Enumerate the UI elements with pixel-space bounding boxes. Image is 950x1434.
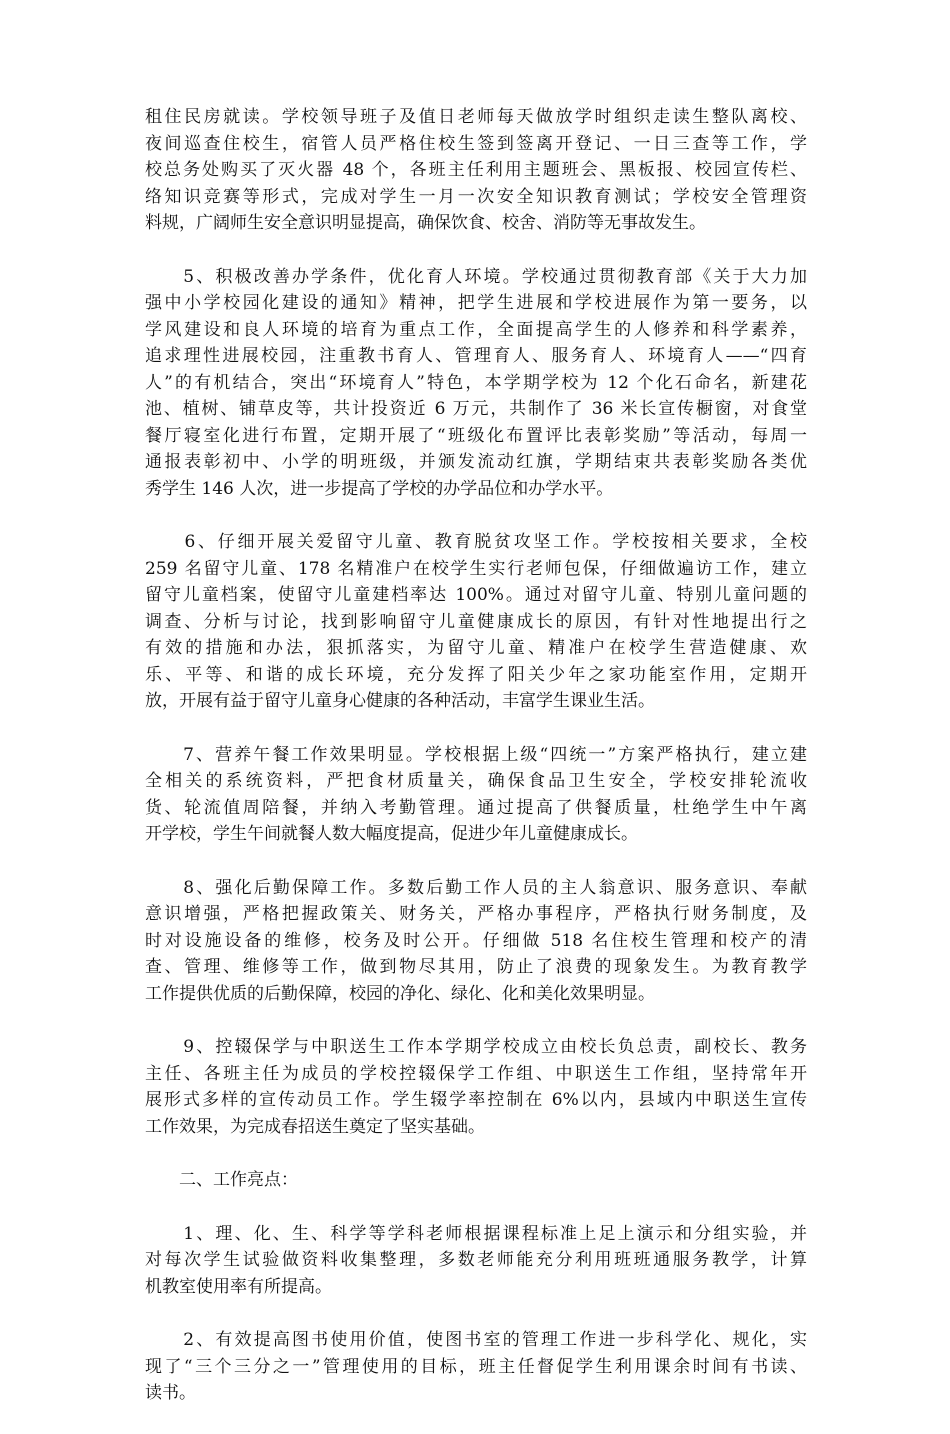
text-line: 租住民房就读。学校领导班子及值日老师每天做放学时组织走读生整队离校、 bbox=[145, 107, 807, 127]
text-line: 8、强化后勤保障工作。多数后勤工作人员的主人翁意识、服务意识、奉献 bbox=[145, 877, 807, 898]
text-line: 强中小学校园化建设的通知》精神，把学生进展和学校进展作为第一要务，以 bbox=[145, 293, 807, 313]
text-line: 机教室使用率有所提高。 bbox=[145, 1276, 332, 1297]
text-line: 9、控辍保学与中职送生工作本学期学校成立由校长负总责，副校长、教务 bbox=[145, 1037, 807, 1057]
paragraph-p0 bbox=[145, 104, 807, 237]
paragraph-p9 bbox=[145, 1034, 807, 1140]
paragraph-h2_1 bbox=[145, 1221, 807, 1301]
text-line: 5、积极改善办学条件，优化育人环境。学校通过贯彻教育部《关于大力加 bbox=[145, 266, 807, 287]
text-line: 校总务处购买了灭火器 48 个，各班主任利用主题班会、黑板报、校园宣传栏、 bbox=[145, 160, 807, 180]
text-line: 全相关的系统资料，严把食材质量关，确保食品卫生安全，学校安排轮流收 bbox=[145, 771, 807, 791]
text-line: 6、仔细开展关爱留守儿童、教育脱贫攻坚工作。学校按相关要求，全校 bbox=[145, 532, 807, 552]
paragraph-p5 bbox=[145, 264, 807, 503]
text-line: 259 名留守儿童、178 名精准户在校学生实行老师包保，仔细做遍访工作，建立 bbox=[145, 558, 807, 579]
text-line: 查、管理、维修等工作，做到物尽其用，防止了浪费的现象发生。为教育教学 bbox=[145, 957, 807, 977]
text-line: 放，开展有益于留守儿童身心健康的各种活动，丰富学生课业生活。 bbox=[145, 691, 655, 711]
text-line: 络知识竞赛等形式，完成对学生一月一次安全知识教育测试；学校安全管理资 bbox=[145, 186, 807, 207]
document-body bbox=[145, 104, 807, 1434]
text-line: 池、植树、铺草皮等，共计投资近 6 万元，共制作了 36 米长宣传橱窗，对食堂 bbox=[145, 399, 807, 419]
text-line: 通报表彰初中、小学的明班级，并颁发流动红旗，学期结束共表彰奖励各类优 bbox=[145, 452, 807, 472]
text-line: 2、有效提高图书使用价值，使图书室的管理工作进一步科学化、规化，实 bbox=[145, 1330, 807, 1350]
text-line: 二、工作亮点： bbox=[145, 1170, 298, 1190]
paragraph-p6 bbox=[145, 529, 807, 715]
text-line: 人”的有机结合，突出“环境育人”特色，本学期学校为 12 个化石命名，新建花 bbox=[145, 372, 807, 393]
text-line: 秀学生 146 人次，进一步提高了学校的办学品位和办学水平。 bbox=[145, 478, 614, 499]
text-line: 开学校，学生午间就餐人数大幅度提高，促进少年儿童健康成长。 bbox=[145, 824, 638, 844]
text-line: 料规，广阔师生安全意识明显提高，确保饮食、校舍、消防等无事故发生。 bbox=[145, 213, 706, 233]
text-line: 工作提供优质的后勤保障，校园的净化、绿化、化和美化效果明显。 bbox=[145, 983, 655, 1004]
text-line: 意识增强，严格把握政策关、财务关，严格办事程序，严格执行财务制度，及 bbox=[145, 904, 807, 924]
text-line: 1、理、化、生、科学等学科老师根据课程标准上足上演示和分组实验，并 bbox=[145, 1223, 807, 1244]
text-line: 现了“三个三分之一”管理使用的目标，班主任督促学生利用课余时间有书读、 bbox=[145, 1356, 807, 1377]
text-line: 夜间巡查住校生，宿管人员严格住校生签到签离开登记、一日三查等工作，学 bbox=[145, 133, 807, 154]
text-line: 调查、分析与讨论，找到影响留守儿童健康成长的原因，有针对性地提出行之 bbox=[145, 611, 807, 632]
text-line: 主任、各班主任为成员的学校控辍保学工作组、中职送生工作组，坚持常年开 bbox=[145, 1063, 807, 1084]
paragraph-p8 bbox=[145, 875, 807, 1008]
text-line: 对每次学生试验做资料收集整理，多数老师能充分利用班班通服务教学，计算 bbox=[145, 1250, 807, 1270]
paragraph-p7 bbox=[145, 742, 807, 848]
text-line: 学风建设和良人环境的培育为重点工作，全面提高学生的人修养和科学素养， bbox=[145, 319, 807, 340]
text-line: 有效的措施和办法，狠抓落实，为留守儿童、精准户在校学生营造健康、欢 bbox=[145, 638, 807, 658]
text-line: 货、轮流值周陪餐，并纳入考勤管理。通过提高了供餐质量，杜绝学生中午离 bbox=[145, 797, 807, 818]
paragraph-h2_2 bbox=[145, 1327, 807, 1407]
text-line: 追求理性进展校园，注重教书育人、管理育人、服务育人、环境育人——“四育 bbox=[145, 346, 807, 366]
text-line: 时对设施设备的维修，校务及时公开。仔细做 518 名住校生管理和校产的清 bbox=[145, 930, 807, 951]
text-line: 餐厅寝室化进行布置，定期开展了“班级化布置评比表彰奖励”等活动，每周一 bbox=[145, 425, 807, 446]
text-line: 读书。 bbox=[145, 1383, 196, 1403]
text-line: 工作效果，为完成春招送生奠定了坚实基础。 bbox=[145, 1116, 485, 1137]
text-line: 留守儿童档案，使留守儿童建档率达 100%。通过对留守儿童、特别儿童问题的 bbox=[145, 585, 807, 605]
text-line: 7、营养午餐工作效果明显。学校根据上级“四统一”方案严格执行，建立建 bbox=[145, 744, 807, 765]
paragraph-h2 bbox=[145, 1167, 807, 1194]
text-line: 展形式多样的宣传动员工作。学生辍学率控制在 6%以内，县域内中职送生宣传 bbox=[145, 1090, 807, 1110]
text-line: 乐、平等、和谐的成长环境，充分发挥了阳关少年之家功能室作用，定期开 bbox=[145, 664, 807, 685]
